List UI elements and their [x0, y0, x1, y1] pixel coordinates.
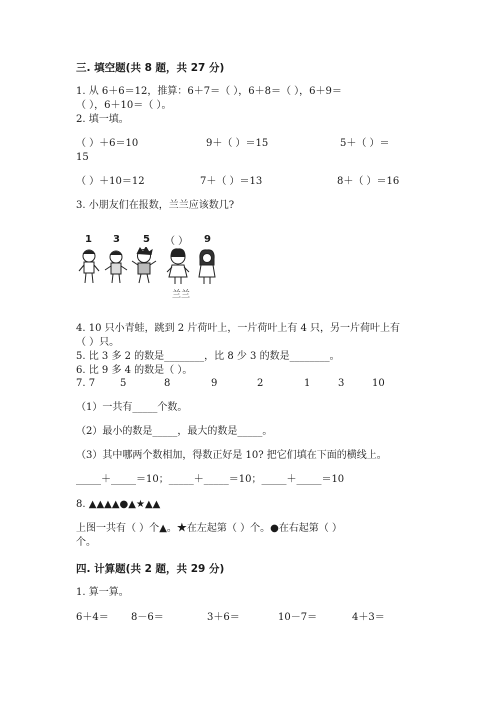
question-7-sub-1: （1）一共有_____个数。 — [76, 402, 188, 413]
question-8-text: 在右起第（ ） — [278, 523, 342, 534]
question-7-number: 2 — [257, 378, 264, 389]
question-7-blanks: _____＋_____＝10；_____＋_____＝10；_____＋_____＝10 — [76, 474, 345, 485]
fill-item: 8＋（ ）＝16 — [337, 176, 400, 187]
equation: 6＋4＝ — [76, 612, 109, 623]
question-7-sub-3: （3）其中哪两个数相加，得数正好是 10? 把它们填在下面的横线上。 — [76, 450, 387, 461]
triangle-icon: ▲ — [128, 499, 136, 510]
question-7-number: 9 — [211, 378, 218, 389]
fill-item: （ ）＋6＝10 — [76, 138, 139, 149]
question-4-line-2: （ ）只。 — [76, 337, 120, 348]
question-8-label: 8. — [76, 499, 86, 510]
count-number: 1 — [85, 234, 92, 245]
question-8-text: 上图一共有（ ）个 — [76, 523, 160, 534]
equation: 4＋3＝ — [352, 612, 385, 623]
count-number: 3 — [113, 234, 120, 245]
question-1-line-2: （ ），6＋10＝（ ）。 — [76, 100, 172, 111]
star-icon: ★ — [176, 523, 187, 534]
question-7-number: 8 — [164, 378, 171, 389]
count-number: 9 — [204, 234, 211, 245]
question-7-number: 3 — [338, 378, 345, 389]
question-7-number: 10 — [372, 378, 385, 389]
fill-item: 5＋（ ）＝ — [340, 138, 390, 149]
count-number-blank: （ ） — [165, 236, 189, 247]
children-illustration — [76, 247, 216, 287]
triangle-icon: ▲ — [152, 499, 161, 510]
circle-icon: ● — [119, 499, 129, 510]
question-3-label: 3. 小朋友们在报数，兰兰应该数几? — [76, 200, 235, 211]
equation: 8－6＝ — [131, 612, 164, 623]
name-label-lanlan: 兰兰 — [172, 290, 191, 300]
question-4-line-1: 4. 10 只小青蛙，跳到 2 片荷叶上，一片荷叶上有 4 只，另一片荷叶上有 — [76, 323, 401, 334]
equation: 10－7＝ — [278, 612, 318, 623]
section-title: 四. 计算题(共 2 题，共 29 分) — [76, 563, 225, 575]
triangle-icon: ▲ — [111, 499, 120, 510]
star-icon: ★ — [135, 499, 145, 510]
fill-item: （ ）＋10＝12 — [76, 176, 145, 187]
circle-icon: ● — [270, 523, 279, 534]
question-5: 5. 比 3 多 2 的数是________，比 8 少 3 的数是________。 — [76, 351, 340, 362]
shape-sequence — [89, 499, 161, 510]
fill-item-wrap: 15 — [76, 152, 89, 163]
triangle-icon: ▲ — [159, 523, 167, 534]
triangle-icon: ▲ — [104, 499, 112, 510]
equation: 3＋6＝ — [207, 612, 240, 623]
question-8-line-2: 个。 — [76, 537, 96, 548]
question-6: 6. 比 9 多 4 的数是（ ）。 — [76, 365, 193, 376]
question-2-label: 2. 填一填。 — [76, 114, 129, 125]
question-7-number: 1 — [304, 378, 311, 389]
question-8-line-1 — [76, 523, 342, 535]
section-title: 三. 填空题(共 8 题，共 27 分) — [76, 62, 225, 74]
triangle-icon: ▲ — [88, 499, 97, 510]
triangle-icon: ▲ — [144, 499, 153, 510]
count-number: 5 — [143, 234, 150, 245]
fill-item: 9＋（ ）＝15 — [206, 138, 269, 149]
question-8-row — [76, 499, 160, 511]
triangle-icon: ▲ — [96, 499, 105, 510]
question-7-number: 5 — [120, 378, 127, 389]
question-7-sub-2: （2）最小的数是_____，最大的数是_____。 — [76, 426, 273, 437]
question-8-text: 。 — [166, 523, 177, 534]
fill-item: 7＋（ ）＝13 — [200, 176, 263, 187]
question-8-text: 在左起第（ ）个。 — [186, 523, 271, 534]
question-7-number: 7. 7 — [76, 378, 96, 389]
question-1-line-1: 1. 从 6＋6＝12，推算：6＋7＝（ ），6＋8＝（ ），6＋9＝ — [76, 86, 342, 97]
calc-question-label: 1. 算一算。 — [76, 587, 129, 598]
